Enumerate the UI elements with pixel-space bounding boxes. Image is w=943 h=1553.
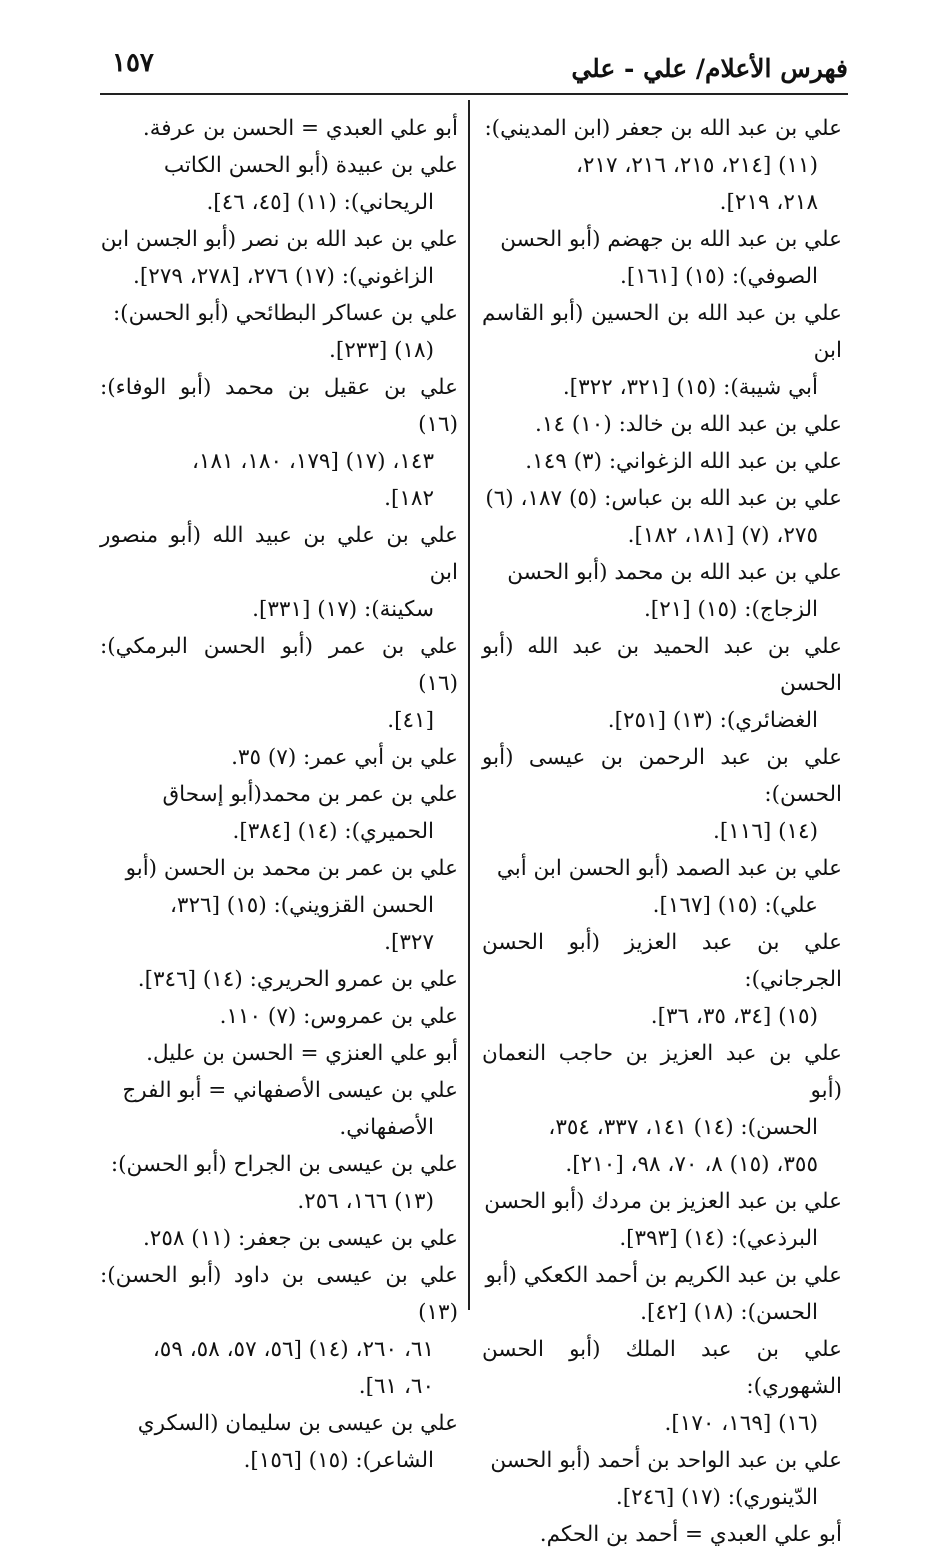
index-entry: [482, 1331, 842, 1442]
entry-heading-line: علي بن عساكر البطائحي (أبو الحسن):: [112, 301, 458, 326]
entry-continuation-line: الزاغوني): (١٧) ٢٧٦، [٢٧٨، ٢٧٩].: [133, 264, 434, 289]
index-entry: [482, 1183, 842, 1257]
index-entry: [482, 480, 842, 554]
entry-heading-line: علي بن عبد الله بن عباس: (٥) ١٨٧، (٦): [485, 486, 842, 511]
index-entry: [100, 1257, 458, 1405]
entry-heading-line: علي بن عيسى بن داود (أبو الحسن): (١٣): [100, 1263, 458, 1325]
index-entry: [482, 1442, 842, 1516]
entry-heading-line: علي بن عيسى بن جعفر: (١١) ٢٥٨.: [142, 1226, 458, 1251]
index-entry: [482, 1516, 842, 1553]
left-column: [100, 110, 458, 1479]
entry-heading-line: علي بن عبد الله بن الحسين (أبو القاسم ابن: [482, 301, 842, 363]
index-entry: [482, 1035, 842, 1183]
index-entry: [100, 1035, 458, 1072]
entry-continuation-line: ٣٥٥، (١٥) ٨، ٧٠، ٩٨، [٢١٠].: [565, 1152, 818, 1177]
entry-continuation-line: (١٥) [٣٤، ٣٥، ٣٦].: [650, 1004, 818, 1029]
index-entry: [482, 443, 842, 480]
entry-continuation-line: الغضائري): (١٣) [٢٥١].: [607, 708, 818, 733]
entry-heading-line: علي بن عبد الحميد بن عبد الله (أبو الحسن: [482, 634, 842, 696]
index-entry: [100, 221, 458, 295]
entry-heading-line: علي بن عمروس: (٧) ١١٠.: [219, 1004, 458, 1029]
entry-heading-line: علي بن عبد العزيز (أبو الحسن الجرجاني):: [482, 930, 842, 992]
index-entry: [100, 1220, 458, 1257]
entry-heading-line: علي بن عبد الصمد (أبو الحسن ابن أبي: [496, 856, 842, 881]
index-entry: [482, 924, 842, 1035]
entry-continuation-line: البرذعي): (١٤) [٣٩٣].: [619, 1226, 818, 1251]
index-entry: [482, 850, 842, 924]
index-entry: [482, 739, 842, 850]
entry-continuation-line: الحميري): (١٤) [٣٨٤].: [232, 819, 434, 844]
running-title: فهرس الأعلام/ علي - علي: [571, 54, 848, 83]
entry-continuation-line: سكينة): (١٧) [٣٣١].: [252, 597, 434, 622]
index-entry: [100, 1072, 458, 1146]
entry-continuation-line: ٦٠، ٦١].: [358, 1374, 434, 1399]
index-entry: [100, 110, 458, 147]
entry-continuation-line: أبي شيبة): (١٥) [٣٢١، ٣٢٢].: [562, 375, 818, 400]
page-number: ١٥٧: [112, 48, 154, 78]
entry-continuation-line: الحسن القزويني): (١٥) [٣٢٦،: [169, 893, 434, 918]
index-entry: [100, 1146, 458, 1220]
entry-continuation-line: ٢١٨، ٢١٩].: [719, 190, 818, 215]
entry-continuation-line: الحسن): (١٤) ١٤١، ٣٣٧، ٣٥٤،: [548, 1115, 818, 1140]
index-entry: [482, 628, 842, 739]
entry-heading-line: علي بن عمر بن محمد بن الحسن (أبو: [125, 856, 458, 881]
entry-continuation-line: (١٦) [١٦٩، ١٧٠].: [664, 1411, 818, 1436]
entry-continuation-line: ١٨٢].: [384, 486, 434, 511]
index-entry: [100, 739, 458, 776]
entry-heading-line: علي بن عيسى بن الجراح (أبو الحسن):: [110, 1152, 458, 1177]
entry-continuation-line: علي): (١٥) [١٦٧].: [652, 893, 818, 918]
index-entry: [100, 776, 458, 850]
header-rule: [100, 93, 848, 95]
index-entry: [100, 295, 458, 369]
entry-heading-line: علي بن عبد الواحد بن أحمد (أبو الحسن: [490, 1448, 842, 1473]
index-entry: [100, 517, 458, 628]
index-entry: [482, 406, 842, 443]
index-entry: [482, 295, 842, 406]
entry-heading-line: علي بن عبد الله بن نصر (أبو الجسن ابن: [100, 227, 458, 252]
entry-continuation-line: الزجاج): (١٥) [٢١].: [643, 597, 818, 622]
index-entry: [100, 628, 458, 739]
entry-heading-line: علي بن عبيدة (أبو الحسن الكاتب: [163, 153, 458, 178]
entry-continuation-line: (١١) [٢١٤، ٢١٥، ٢١٦، ٢١٧،: [575, 153, 818, 178]
entry-continuation-line: (١٨) [٢٣٣].: [328, 338, 434, 363]
index-entry: [482, 110, 842, 221]
right-column: [482, 110, 842, 1553]
entry-continuation-line: (١٤) [١١٦].: [712, 819, 818, 844]
entry-heading-line: علي بن عمر (أبو الحسن البرمكي): (١٦): [100, 634, 458, 696]
entry-heading-line: علي بن أبي عمر: (٧) ٣٥.: [231, 745, 458, 770]
index-entry: [482, 1257, 842, 1331]
entry-continuation-line: ٢٧٥، (٧) [١٨١، ١٨٢].: [627, 523, 818, 548]
entry-continuation-line: الصوفي): (١٥) [١٦١].: [620, 264, 818, 289]
entry-heading-line: علي بن عبد الرحمن بن عيسى (أبو الحسن):: [482, 745, 842, 807]
entry-continuation-line: ٣٢٧].: [384, 930, 434, 955]
entry-heading-line: أبو علي العبدي = الحسن بن عرفة.: [142, 116, 458, 141]
entry-heading-line: علي بن عبد العزيز بن مردك (أبو الحسن: [484, 1189, 842, 1214]
index-entry: [100, 147, 458, 221]
entry-heading-line: علي بن عمر بن محمد(أبو إسحاق: [162, 782, 458, 807]
entry-continuation-line: الأصفهاني.: [339, 1115, 434, 1140]
entry-heading-line: علي بن عيسى الأصفهاني = أبو الفرج: [122, 1078, 458, 1103]
entry-continuation-line: ١٤٣، (١٧) [١٧٩، ١٨٠، ١٨١،: [191, 449, 434, 474]
index-entry: [100, 961, 458, 998]
entry-heading-line: علي بن عبد الكريم بن أحمد الكعكي (أبو: [485, 1263, 842, 1288]
index-entry: [482, 554, 842, 628]
entry-heading-line: علي بن عبد الملك (أبو الحسن الشهوري):: [482, 1337, 842, 1399]
entry-heading-line: علي بن عبد الله بن محمد (أبو الحسن: [507, 560, 842, 585]
page-header: [100, 40, 848, 92]
entry-heading-line: علي بن عبد العزيز بن حاجب النعمان (أبو: [482, 1041, 842, 1103]
index-entry: [100, 998, 458, 1035]
index-entry: [482, 221, 842, 295]
entry-continuation-line: الدّينوري): (١٧) [٢٤٦].: [615, 1485, 818, 1510]
column-divider: [468, 100, 470, 1310]
entry-heading-line: علي بن عبد الله بن جعفر (ابن المديني):: [484, 116, 842, 141]
entry-continuation-line: [٤١].: [387, 708, 434, 733]
index-entry: [100, 850, 458, 961]
entry-heading-line: علي بن عبد الله الزغواني: (٣) ١٤٩.: [525, 449, 842, 474]
entry-heading-line: علي بن عبد الله بن جهضم (أبو الحسن: [500, 227, 842, 252]
index-entry: [100, 1405, 458, 1479]
index-entry: [100, 369, 458, 517]
entry-continuation-line: ٦١، ٢٦٠، (١٤) [٥٦، ٥٧، ٥٨، ٥٩،: [152, 1337, 434, 1362]
entry-heading-line: أبو علي العنزي = الحسن بن عليل.: [146, 1041, 458, 1066]
entry-continuation-line: الشاعر): (١٥) [١٥٦].: [243, 1448, 434, 1473]
entry-heading-line: أبو علي العبدي = أحمد بن الحكم.: [539, 1522, 842, 1547]
entry-heading-line: علي بن عمرو الحريري: (١٤) [٣٤٦].: [137, 967, 458, 992]
entry-heading-line: علي بن عيسى بن سليمان (السكري: [137, 1411, 458, 1436]
entry-continuation-line: الريحاني): (١١) [٤٥، ٤٦].: [206, 190, 434, 215]
entry-heading-line: علي بن علي بن عبيد الله (أبو منصور ابن: [100, 523, 458, 585]
entry-continuation-line: (١٣) ١٦٦، ٢٥٦.: [297, 1189, 434, 1214]
entry-heading-line: علي بن عبد الله بن خالد: (١٠) ١٤.: [535, 412, 842, 437]
entry-heading-line: علي بن عقيل بن محمد (أبو الوفاء): (١٦): [100, 375, 458, 437]
entry-continuation-line: الحسن): (١٨) [٤٢].: [640, 1300, 818, 1325]
